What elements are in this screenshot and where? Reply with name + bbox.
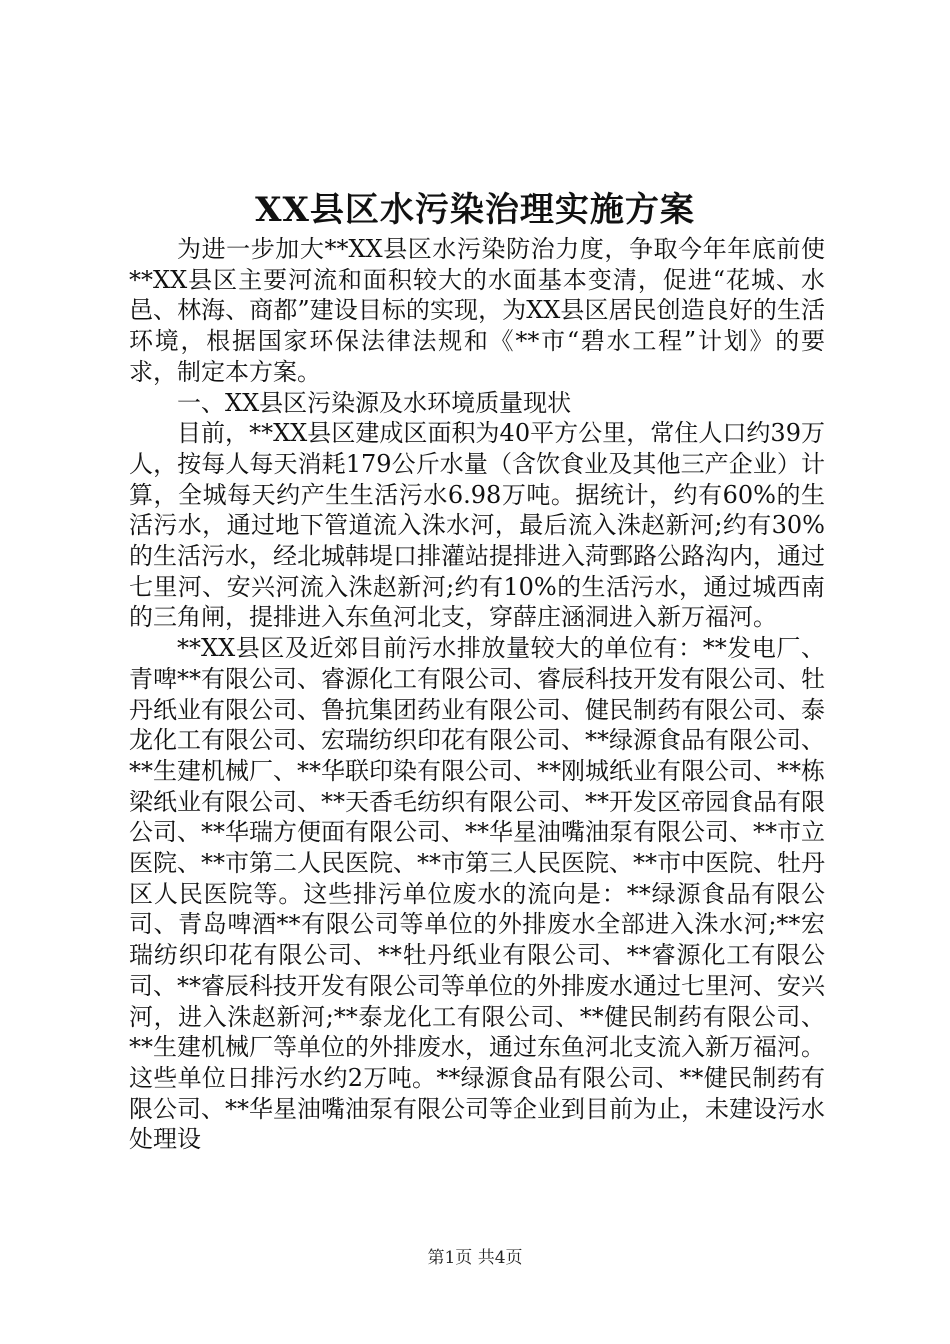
status-paragraph: 目前，**XX县区建成区面积为40平方公里，常住人口约39万人，按每人每天消耗179公斤水量（含饮食业及其他三产企业）计算，全城每天约产生生活污水6.98万吨。据统计，约有60%的生活污水，通过地下管道流入洙水河，最后流入洙赵新河;约有30%的生活污水，经北城韩堤口排灌站提排进入菏鄄路公路沟内，通过七里河、安兴河流入洙赵新河;约有10%的生活污水，通过城西南的三角闸，提排进入东鱼河北支，穿薛庄涵洞进入新万福河。 — [129, 419, 825, 632]
document-body — [129, 234, 825, 1155]
polluters-paragraph: **XX县区及近郊目前污水排放量较大的单位有：**发电厂、青啤**有限公司、睿源化工有限公司、睿辰科技开发有限公司、牡丹纸业有限公司、鲁抗集团药业有限公司、健民制药有限公司、泰龙化工有限公司、宏瑞纺织印花有限公司、**绿源食品有限公司、**生建机械厂、**华联印染有限公司、**刚城纸业有限公司、**栋梁纸业有限公司、**天香毛纺织有限公司、**开发区帝园食品有限公司、**华瑞方便面有限公司、**华星油嘴油泵有限公司、**市立医院、**市第二人民医院、**市第三人民医院、**市中医院、牡丹区人民医院等。这些排污单位废水的流向是：**绿源食品有限公司、青岛啤酒**有限公司等单位的外排废水全部进入洙水河;**宏瑞纺织印花有限公司、**牡丹纸业有限公司、**睿源化工有限公司、**睿辰科技开发有限公司等单位的外排废水通过七里河、安兴河，进入洙赵新河;**泰龙化工有限公司、**健民制药有限公司、**生建机械厂等单位的外排废水，通过东鱼河北支流入新万福河。这些单位日排污水约2万吨。**绿源食品有限公司、**健民制药有限公司、**华星油嘴油泵有限公司等企业到目前为止，未建设污水处理设 — [129, 634, 825, 1154]
intro-paragraph: 为进一步加大**XX县区水污染防治力度，争取今年年底前使**XX县区主要河流和面积较大的水面基本变清，促进“花城、水邑、林海、商都”建设目标的实现，为XX县区居民创造良好的生活环境，根据国家环保法律法规和《**市“碧水工程”计划》的要求，制定本方案。 — [129, 235, 825, 386]
document-title: XX县区水污染治理实施方案 — [255, 190, 695, 230]
section-heading-1: 一、XX县区污染源及水环境质量现状 — [177, 388, 572, 417]
page-number-footer: 第1页 共4页 — [427, 1248, 523, 1268]
